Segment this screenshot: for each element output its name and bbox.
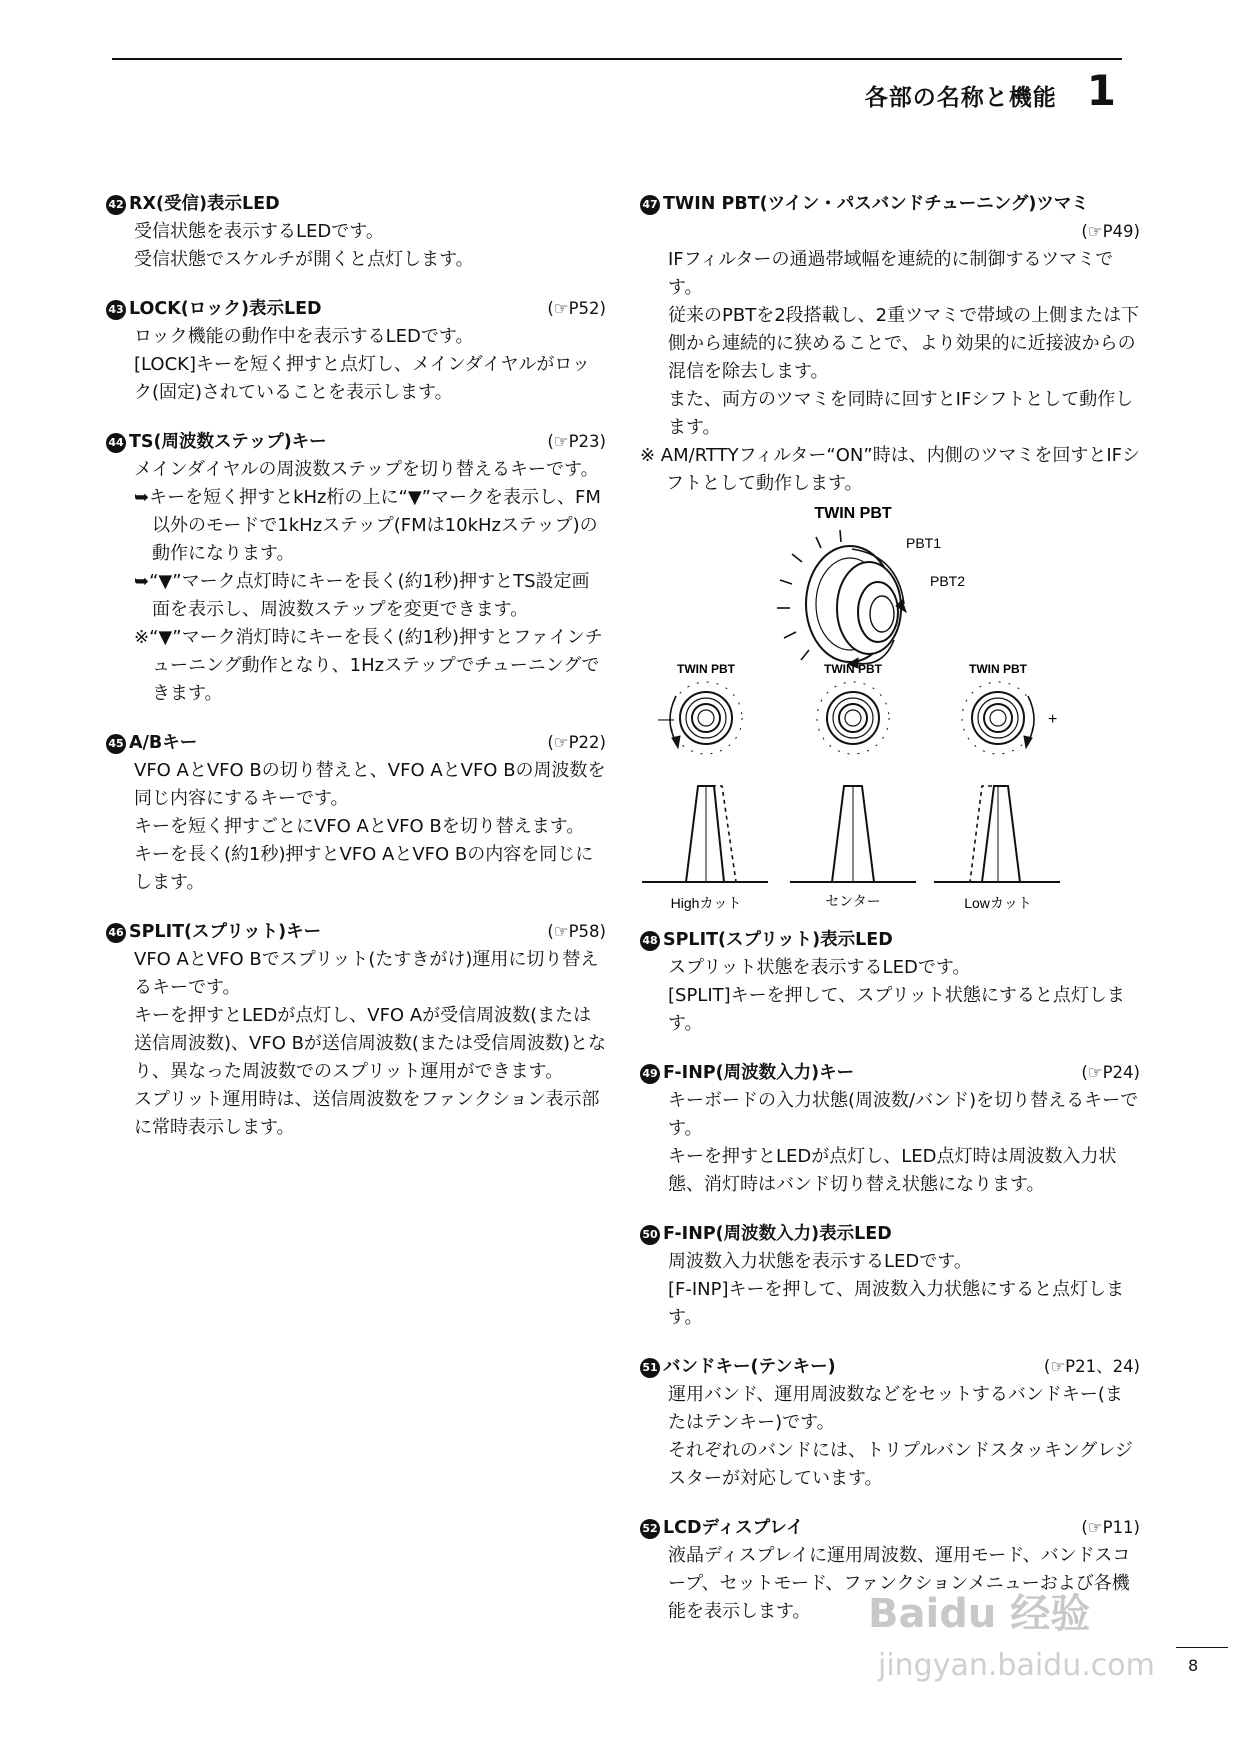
paragraph: ロック機能の動作中を表示するLEDです。	[134, 326, 474, 347]
paragraph: キーを押すとLEDが点灯し、VFO Aが受信周波数(または送信周波数)、VFO Bが送信周波数(または受信周波数)となり、異なった周波数でのスプリット運用ができます。	[134, 1005, 606, 1082]
section-number-badge: 52	[640, 1519, 660, 1539]
paragraph: IFフィルターの通過帯域幅を連続的に制御するツマミです。	[668, 249, 1114, 298]
section-number-badge: 43	[106, 300, 126, 320]
section-46	[106, 918, 606, 1142]
section-title: RX(受信)表示LED	[129, 194, 280, 214]
section-title: バンドキー(テンキー)	[663, 1357, 836, 1377]
pbt2-label: PBT2	[930, 573, 966, 589]
chapter-number: 1	[1086, 66, 1116, 115]
knob-high-icon	[670, 682, 742, 754]
section-number-badge: 46	[106, 923, 126, 943]
section-42	[106, 190, 606, 274]
knob-center-icon	[817, 682, 889, 754]
page-reference: (☞P58)	[547, 922, 606, 941]
section-heading	[106, 428, 606, 456]
section-51	[640, 1353, 1140, 1493]
paragraph: 従来のPBTを2段搭載し、2重ツマミで帯域の上側または下側から連続的に狭めることで、より効果的に近接波からの混信を除去します。	[668, 305, 1140, 382]
section-heading	[640, 190, 1140, 218]
passband-high-cut	[642, 786, 768, 882]
paragraph: 受信状態でスケルチが開くと点灯します。	[134, 249, 474, 270]
caption-high-cut: Highカット	[670, 895, 742, 911]
paragraph: VFO AとVFO Bの切り替えと、VFO AとVFO Bの周波数を同じ内容にするキーです。	[134, 760, 606, 809]
knob-label-center: TWIN PBT	[824, 662, 882, 676]
section-title: A/Bキー	[129, 733, 198, 753]
section-47	[640, 190, 1140, 498]
section-number-badge: 50	[640, 1225, 660, 1245]
section-heading	[640, 1059, 1140, 1087]
bullet-item: ➥キーを短く押すとkHz桁の上に“▼”マークを表示し、FM以外のモードで1kHzステップ(FMは10kHzステップ)の動作になります。	[134, 487, 601, 564]
knob-label-low: TWIN PBT	[969, 662, 1027, 676]
paragraph: スプリット運用時は、送信周波数をファンクション表示部に常時表示します。	[134, 1089, 600, 1138]
paragraph: 受信状態を表示するLEDです。	[134, 221, 384, 242]
section-50	[640, 1220, 1140, 1332]
watermark-url: jingyan.baidu.com	[878, 1648, 1155, 1683]
page-number: 8	[1188, 1656, 1199, 1675]
section-title: TWIN PBT(ツイン・パスバンドチューニング)ツマミ	[663, 194, 1089, 214]
knob-label-high: TWIN PBT	[677, 662, 735, 676]
paragraph: 液晶ディスプレイに運用周波数、運用モード、バンドスコープ、セットモード、ファンクションメニューおよび各機能を表示します。	[668, 1545, 1131, 1622]
paragraph: それぞれのバンドには、トリプルバンドスタッキングレジスターが対応しています。	[668, 1440, 1133, 1489]
section-43	[106, 295, 606, 407]
section-44	[106, 428, 606, 708]
page-reference: (☞P23)	[547, 432, 606, 451]
paragraph: 運用バンド、運用周波数などをセットするバンドキー(またはテンキー)です。	[668, 1384, 1123, 1433]
paragraph: キーを長く(約1秒)押すとVFO AとVFO Bの内容を同じにします。	[134, 844, 594, 893]
page-header	[864, 66, 1116, 115]
twin-pbt-figure	[606, 500, 1106, 920]
page-reference: (☞P22)	[547, 733, 606, 752]
paragraph: [SPLIT]キーを押して、スプリット状態にすると点灯します。	[668, 985, 1125, 1034]
left-column	[106, 190, 606, 1163]
paragraph: メインダイヤルの周波数ステップを切り替えるキーです。	[134, 459, 599, 480]
section-heading	[640, 1514, 1140, 1542]
section-number-badge: 44	[106, 433, 126, 453]
knob-large-icon	[777, 530, 906, 668]
footer-rule	[1176, 1647, 1228, 1648]
section-48	[640, 926, 1140, 1038]
paragraph: [F-INP]キーを押して、周波数入力状態にすると点灯します。	[668, 1279, 1125, 1328]
section-number-badge: 48	[640, 931, 660, 951]
page-reference: (☞P11)	[1081, 1518, 1140, 1537]
caption-low-cut: Lowカット	[964, 895, 1032, 911]
section-title: TS(周波数ステップ)キー	[129, 432, 327, 452]
caption-center: センター	[825, 893, 881, 909]
paragraph: キーボードの入力状態(周波数/バンド)を切り替えるキーです。	[668, 1090, 1139, 1139]
section-heading	[106, 295, 606, 323]
section-number-badge: 42	[106, 195, 126, 215]
section-number-badge: 51	[640, 1358, 660, 1378]
right-column	[640, 190, 1140, 1647]
section-title: SPLIT(スプリット)表示LED	[663, 930, 893, 950]
section-heading	[106, 729, 606, 757]
pbt1-label: PBT1	[906, 535, 942, 551]
page-reference-line	[640, 218, 1140, 246]
section-45	[106, 729, 606, 897]
note-item: ※“▼”マーク消灯時にキーを長く(約1秒)押すとファインチューニング動作となり、1Hzステップでチューニングできます。	[134, 627, 603, 704]
paragraph: また、両方のツマミを同時に回すとIFシフトとして動作します。	[668, 389, 1134, 438]
section-title: LOCK(ロック)表示LED	[129, 299, 322, 319]
paragraph: [LOCK]キーを短く押すと点灯し、メインダイヤルがロック(固定)されていることを表示します。	[134, 354, 590, 403]
top-rule	[112, 58, 1122, 60]
section-heading	[106, 190, 606, 218]
section-heading	[640, 926, 1140, 954]
note-item: ※ AM/RTTYフィルター“ON”時は、内側のツマミを回すとIFシフトとして動作します。	[640, 445, 1141, 494]
passband-center	[790, 786, 916, 882]
bullet-item: ➥“▼”マーク点灯時にキーを長く(約1秒)押すとTS設定画面を表示し、周波数ステップを変更できます。	[134, 571, 590, 620]
section-title: F-INP(周波数入力)表示LED	[663, 1224, 892, 1244]
paragraph: キーを短く押すごとにVFO AとVFO Bを切り替えます。	[134, 816, 585, 837]
section-number-badge: 49	[640, 1064, 660, 1084]
passband-low-cut	[934, 786, 1060, 882]
paragraph: スプリット状態を表示するLEDです。	[668, 957, 971, 978]
twin-pbt-diagram	[606, 500, 1106, 920]
section-heading	[640, 1220, 1140, 1248]
section-heading	[106, 918, 606, 946]
page-reference: (☞P49)	[1081, 222, 1140, 241]
section-number-badge: 45	[106, 734, 126, 754]
plus-label: +	[1048, 711, 1058, 728]
section-heading	[640, 1353, 1140, 1381]
figure-title: TWIN PBT	[814, 505, 892, 522]
knob-low-icon	[962, 682, 1034, 754]
chapter-title: 各部の名称と機能	[864, 85, 1057, 111]
page-reference: (☞P24)	[1081, 1063, 1140, 1082]
section-number-badge: 47	[640, 195, 660, 215]
page-reference: (☞P52)	[547, 299, 606, 318]
section-title: LCDディスプレイ	[663, 1518, 804, 1538]
paragraph: 周波数入力状態を表示するLEDです。	[668, 1251, 972, 1272]
section-title: SPLIT(スプリット)キー	[129, 922, 322, 942]
paragraph: VFO AとVFO Bでスプリット(たすきがけ)運用に切り替えるキーです。	[134, 949, 599, 998]
section-49	[640, 1059, 1140, 1199]
page-reference: (☞P21、24)	[1043, 1357, 1140, 1376]
paragraph: キーを押すとLEDが点灯し、LED点灯時は周波数入力状態、消灯時はバンド切り替え状態になります。	[668, 1146, 1117, 1195]
watermark-logo: Baidu 经验	[868, 1591, 1091, 1637]
section-title: F-INP(周波数入力)キー	[663, 1063, 855, 1083]
minus-label: —	[658, 711, 674, 728]
